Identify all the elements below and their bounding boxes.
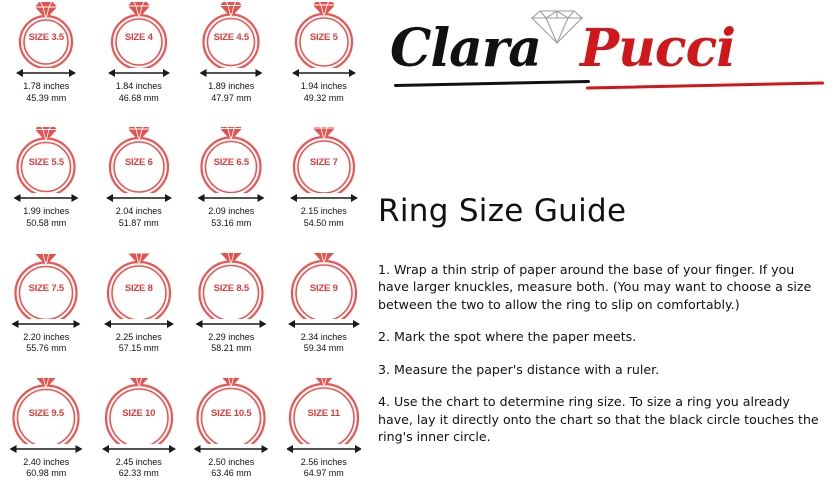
ring-measurement-inches: 2.34 inches xyxy=(300,331,347,342)
ring-measurement-mm: 59.34 mm xyxy=(303,343,344,353)
ring-measurement-inches: 2.25 inches xyxy=(115,331,162,342)
ring-size-cell[interactable] xyxy=(93,251,186,376)
ring-size-cell[interactable] xyxy=(93,0,186,125)
ring-measurement-mm: 46.68 mm xyxy=(118,92,159,103)
ring-size-label: SIZE 9.5 xyxy=(28,407,64,419)
ring-illustration xyxy=(287,127,361,193)
ring-measurement xyxy=(301,457,347,480)
ring-illustration xyxy=(9,127,83,193)
measurement-arrow xyxy=(194,66,268,80)
ring-measurement xyxy=(301,332,347,355)
ring-size-cell[interactable] xyxy=(278,251,371,376)
ring-measurement xyxy=(23,81,69,104)
ring-illustration xyxy=(9,253,83,319)
ring-measurement-inches: 2.50 inches xyxy=(208,456,255,467)
logo-underline-red xyxy=(586,82,824,90)
ring-illustration xyxy=(102,253,176,319)
ring-measurement xyxy=(208,332,254,355)
ring-measurement xyxy=(208,457,254,480)
ring-size-label: SIZE 6 xyxy=(124,157,153,169)
brand-name-secondary: Pucci xyxy=(580,18,735,79)
instruction-list xyxy=(378,248,828,461)
ring-measurement-inches: 2.15 inches xyxy=(300,206,347,217)
ring-illustration xyxy=(287,378,361,444)
ring-measurement-inches: 2.20 inches xyxy=(23,331,70,342)
ring-measurement-mm: 50.58 mm xyxy=(26,217,67,228)
ring-size-cell[interactable] xyxy=(185,0,278,125)
ring-size-cell[interactable] xyxy=(0,125,93,250)
ring-measurement-mm: 64.97 mm xyxy=(303,468,344,479)
ring-measurement-mm: 54.50 mm xyxy=(303,217,344,228)
measurement-arrow xyxy=(102,191,176,205)
ring-illustration xyxy=(287,2,361,68)
ring-measurement-mm: 45.39 mm xyxy=(26,92,67,103)
ring-measurement xyxy=(208,81,254,104)
ring-size-cell[interactable] xyxy=(185,251,278,376)
ring-size-cell[interactable] xyxy=(185,376,278,501)
ring-measurement-inches: 1.99 inches xyxy=(23,206,70,217)
measurement-arrow xyxy=(287,317,361,331)
ring-measurement-mm: 62.33 mm xyxy=(118,468,159,479)
ring-size-cell[interactable] xyxy=(0,0,93,125)
measurement-arrow xyxy=(9,191,83,205)
guide-panel xyxy=(370,0,839,501)
ring-illustration xyxy=(194,127,268,193)
ring-measurement-inches: 2.56 inches xyxy=(300,456,347,467)
ring-measurement-inches: 2.09 inches xyxy=(208,206,255,217)
ring-measurement xyxy=(23,206,69,229)
measurement-arrow xyxy=(287,191,361,205)
ring-measurement-mm: 55.76 mm xyxy=(26,343,67,353)
ring-measurement-inches: 2.45 inches xyxy=(115,456,162,467)
ring-size-cell[interactable] xyxy=(0,376,93,501)
ring-size-label: SIZE 3.5 xyxy=(28,32,64,43)
measurement-arrow xyxy=(194,442,268,456)
ring-size-label: SIZE 4.5 xyxy=(213,32,249,43)
ring-measurement-mm: 47.97 mm xyxy=(211,92,252,103)
ring-illustration xyxy=(9,378,83,444)
ring-measurement-inches: 2.29 inches xyxy=(208,331,255,342)
ring-size-label: SIZE 5.5 xyxy=(28,157,64,169)
ring-illustration xyxy=(102,127,176,193)
measurement-arrow xyxy=(102,66,176,80)
logo-underline-dark xyxy=(394,80,590,87)
instruction-step: 2. Mark the spot where the paper meets. xyxy=(378,329,637,345)
ring-measurement xyxy=(116,81,162,104)
instruction-step: 1. Wrap a thin strip of paper around the base of your finger. If you have larger knuckles, measure both. (You may want to choose a size between the two to allow the ring to slip on comfortably.) xyxy=(378,261,812,312)
measurement-arrow xyxy=(9,66,83,80)
ring-measurement-inches: 1.78 inches xyxy=(23,81,70,91)
brand-name-primary: Clara xyxy=(390,18,541,79)
ring-size-label: SIZE 6.5 xyxy=(213,157,249,169)
measurement-arrow xyxy=(194,191,268,205)
ring-size-label: SIZE 11 xyxy=(307,407,340,419)
ring-measurement-mm: 53.16 mm xyxy=(211,217,252,228)
ring-measurement-inches: 2.40 inches xyxy=(23,456,70,467)
measurement-arrow xyxy=(9,317,83,331)
ring-illustration xyxy=(287,253,361,319)
ring-measurement-mm: 51.87 mm xyxy=(118,217,159,228)
ring-size-label: SIZE 7.5 xyxy=(28,282,64,294)
ring-size-cell[interactable] xyxy=(185,125,278,250)
ring-size-label: SIZE 10 xyxy=(122,407,156,419)
ring-measurement xyxy=(301,81,347,104)
ring-size-cell[interactable] xyxy=(93,376,186,501)
ring-measurement xyxy=(116,457,162,480)
ring-size-cell[interactable] xyxy=(278,125,371,250)
measurement-arrow xyxy=(102,317,176,331)
page-title: Ring Size Guide xyxy=(378,193,627,229)
ring-measurement-mm: 63.46 mm xyxy=(211,468,252,479)
measurement-arrow xyxy=(102,442,176,456)
ring-measurement xyxy=(23,332,69,355)
ring-size-label: SIZE 8.5 xyxy=(213,282,249,294)
ring-measurement xyxy=(23,457,69,480)
ring-measurement-mm: 49.32 mm xyxy=(303,92,344,103)
ring-measurement-inches: 1.94 inches xyxy=(300,81,347,91)
ring-size-label: SIZE 5 xyxy=(309,32,338,43)
ring-measurement xyxy=(116,206,162,229)
ring-measurement-mm: 58.21 mm xyxy=(211,343,252,353)
ring-illustration xyxy=(9,2,83,68)
ring-size-label: SIZE 8 xyxy=(124,282,153,294)
ring-size-cell[interactable] xyxy=(93,125,186,250)
ring-measurement xyxy=(301,206,347,229)
ring-size-cell[interactable] xyxy=(278,376,371,501)
instruction-step: 3. Measure the paper's distance with a ruler. xyxy=(378,361,660,377)
ring-size-label: SIZE 4 xyxy=(124,32,153,43)
ring-measurement-inches: 1.89 inches xyxy=(208,81,255,91)
ring-measurement-inches: 1.84 inches xyxy=(115,81,162,91)
ring-size-cell[interactable] xyxy=(0,251,93,376)
ring-size-label: SIZE 7 xyxy=(309,157,338,169)
measurement-arrow xyxy=(287,66,361,80)
ring-measurement-mm: 57.15 mm xyxy=(118,343,159,353)
ring-measurement xyxy=(208,206,254,229)
ring-illustration xyxy=(194,378,268,444)
ring-size-label: SIZE 10.5 xyxy=(211,407,252,419)
ring-size-label: SIZE 9 xyxy=(309,282,338,294)
measurement-arrow xyxy=(287,442,361,456)
ring-size-cell[interactable] xyxy=(278,0,371,125)
ring-illustration xyxy=(102,378,176,444)
ring-measurement xyxy=(116,332,162,355)
measurement-arrow xyxy=(194,317,268,331)
ring-measurement-mm: 60.98 mm xyxy=(26,468,67,479)
ring-illustration xyxy=(194,2,268,68)
measurement-arrow xyxy=(9,442,83,456)
instruction-step: 4. Use the chart to determine ring size. To size a ring you already have, lay it directly onto the chart so that the black circle touches the ring's inner circle. xyxy=(378,394,819,445)
ring-size-chart xyxy=(0,0,370,501)
brand-logo xyxy=(380,4,829,104)
ring-illustration xyxy=(102,2,176,68)
ring-illustration xyxy=(194,253,268,319)
ring-measurement-inches: 2.04 inches xyxy=(115,206,162,217)
